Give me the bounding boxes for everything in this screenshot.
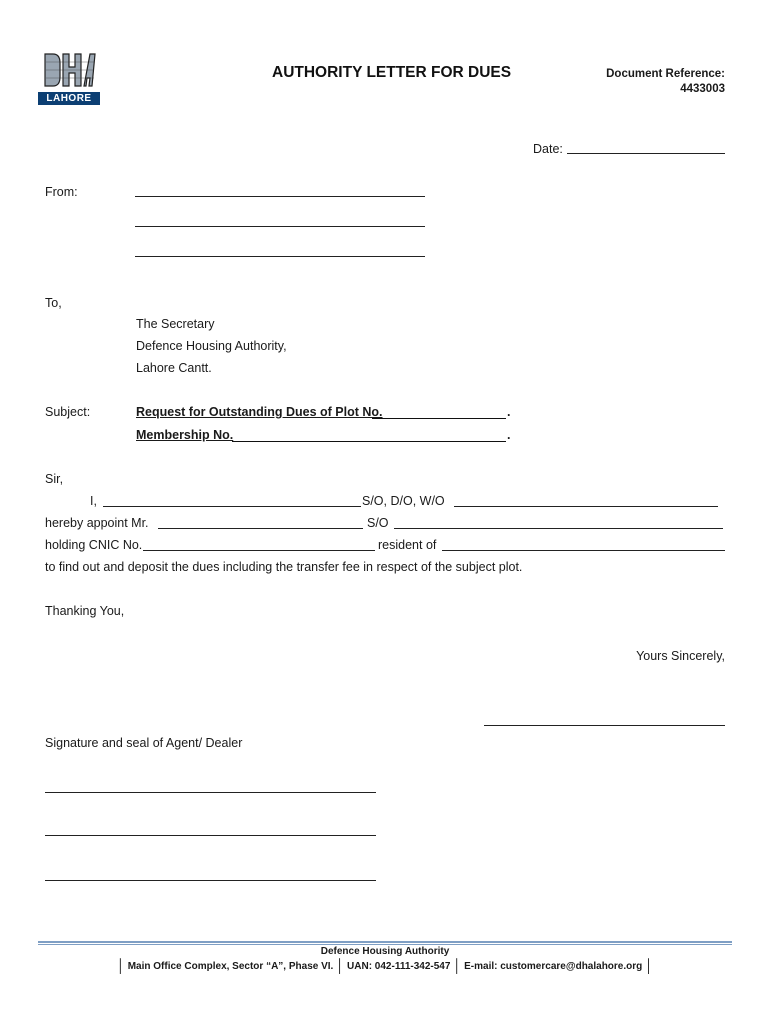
from-line-2[interactable]	[135, 226, 425, 227]
recipient-line-2: Defence Housing Authority,	[136, 339, 287, 353]
document-reference-number: 4433003	[680, 83, 725, 95]
body-i: I,	[90, 494, 97, 508]
cnic-field[interactable]	[143, 550, 375, 551]
subject-line-1-period: .	[507, 405, 511, 419]
date-field[interactable]	[567, 153, 725, 154]
thanks-text: Thanking You,	[45, 604, 125, 618]
resident-label: resident of	[378, 538, 437, 552]
footer-uan: UAN: 042-111-342-547	[347, 961, 451, 972]
plot-number-field[interactable]	[372, 418, 506, 419]
relation-label-1: S/O, D/O, W/O	[362, 494, 445, 508]
appoint-label: hereby appoint Mr.	[45, 516, 149, 530]
footer-divider	[38, 941, 732, 943]
membership-number-field[interactable]	[232, 441, 506, 442]
subject-label: Subject:	[45, 405, 91, 419]
subject-plot-text: Request for Outstanding Dues of Plot No.	[136, 405, 383, 419]
father-name-field[interactable]	[454, 506, 718, 507]
document-title: AUTHORITY LETTER FOR DUES	[272, 64, 512, 81]
footer-address: Main Office Complex, Sector “A”, Phase VI.	[127, 961, 334, 972]
agent-name-field[interactable]	[158, 528, 363, 529]
relation-label-2: S/O	[367, 516, 389, 530]
residence-field[interactable]	[442, 550, 725, 551]
agent-signature-label: Signature and seal of Agent/ Dealer	[45, 736, 243, 750]
dha-monogram-icon	[42, 50, 98, 90]
from-line-3[interactable]	[135, 256, 425, 257]
footer-contact: │ Main Office Complex, Sector “A”, Phase VI. │ UAN: 042-111-342-547 │ E-mail: customercare@dhalahore.org │	[116, 958, 654, 973]
from-line-1[interactable]	[135, 196, 425, 197]
document-reference	[606, 67, 725, 97]
signature-field[interactable]	[484, 725, 725, 726]
name-field[interactable]	[103, 506, 361, 507]
agent-father-name-field[interactable]	[394, 528, 723, 529]
cnic-label: holding CNIC No.	[45, 538, 143, 552]
document-reference-label: Document Reference:	[606, 68, 725, 80]
closing-text: Yours Sincerely,	[636, 649, 725, 663]
salutation: Sir,	[45, 472, 64, 486]
recipient-line-1: The Secretary	[136, 317, 215, 331]
recipient-line-3: Lahore Cantt.	[136, 361, 212, 375]
to-label: To,	[45, 296, 62, 310]
subject-line-2-period: .	[507, 428, 511, 442]
footer-organization: Defence Housing Authority	[320, 946, 450, 957]
agent-line-2[interactable]	[45, 835, 376, 836]
footer-email[interactable]: E-mail: customercare@dhalahore.org	[464, 961, 643, 972]
from-label: From:	[45, 185, 78, 199]
dha-lahore-logo	[38, 50, 102, 108]
agent-line-3[interactable]	[45, 880, 376, 881]
date-label: Date:	[533, 142, 563, 156]
footer-divider-thin	[38, 944, 732, 945]
purpose-text: to find out and deposit the dues including the transfer fee in respect of the subject plot.	[45, 560, 523, 574]
logo-wordmark: LAHORE	[38, 92, 100, 105]
agent-line-1[interactable]	[45, 792, 376, 793]
subject-line-1	[136, 405, 383, 419]
subject-line-2	[136, 428, 233, 442]
subject-membership-text: Membership No.	[136, 428, 234, 442]
